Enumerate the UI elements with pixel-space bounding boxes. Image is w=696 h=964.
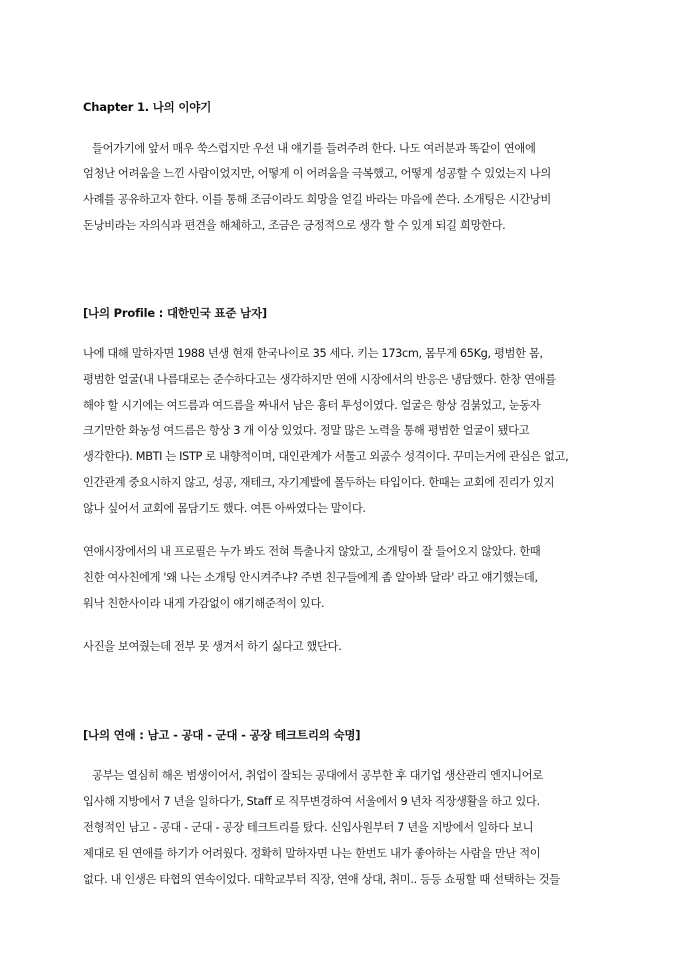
text-line: 돈낭비라는 자의식과 편견을 해체하고, 조금은 긍정적으로 생각 할 수 있게 되길 희망한다. [83, 219, 506, 232]
text-line: 공부는 열심히 해온 범생이어서, 취업이 잘되는 공대에서 공부한 후 대기업 생산관리 엔지니어로 [92, 769, 543, 782]
text-line: 전형적인 남고 - 공대 - 군대 - 공장 테크트리를 탔다. 신입사원부터 7 년을 지방에서 일하다 보니 [83, 821, 534, 834]
text-line: 워낙 친한사이라 내게 가감없이 얘기해준적이 있다. [83, 597, 325, 610]
text-line: 생각한다). MBTI 는 ISTP 로 내향적이며, 대인관계가 서툴고 외곬수 성격이다. 꾸미는거에 관심은 없고, [83, 450, 569, 463]
chapter-title: Chapter 1. 나의 이야기 [83, 100, 212, 114]
text-line: 연애시장에서의 내 프로필은 누가 봐도 전혀 특출나지 않았고, 소개팅이 잘 들어오지 않았다. 한때 [83, 545, 541, 558]
text-line: 해야 할 시기에는 여드름과 여드름을 짜내서 남은 흉터 투성이였다. 얼굴은 항상 검붉었고, 눈동자 [83, 399, 541, 412]
text-line: 평범한 얼굴(내 나름대로는 준수하다고는 생각하지만 연애 시장에서의 반응은 냉담했다. 한창 연애를 [83, 373, 556, 386]
text-line: 입사해 지방에서 7 년을 일하다가, Staff 로 직무변경하여 서울에서 9 년차 직장생활을 하고 있다. [83, 795, 540, 808]
text-line: 인간관계 중요시하지 않고, 성공, 재테크, 자기계발에 몰두하는 타입이다. 한때는 교회에 진리가 있지 [83, 476, 555, 489]
section-title-dating: [나의 연애 : 남고 - 공대 - 군대 - 공장 테크트리의 숙명] [83, 728, 361, 742]
text-line: 않나 싶어서 교회에 몸담기도 했다. 여튼 아싸였다는 말이다. [83, 502, 366, 515]
text-line: 사례를 공유하고자 한다. 이를 통해 조금이라도 희망을 얻길 바라는 마음에 쓴다. 소개팅은 시간낭비 [83, 193, 551, 206]
text-line: 크기만한 화농성 여드름은 항상 3 개 이상 있었다. 정말 많은 노력을 통해 평범한 얼굴이 됐다고 [83, 424, 530, 437]
text-line: 엄청난 어려움을 느낀 사람이었지만, 어떻게 이 어려움을 극복했고, 어떻게 성공할 수 있었는지 나의 [83, 167, 551, 180]
text-line: 없다. 내 인생은 타협의 연속이었다. 대학교부터 직장, 연애 상대, 취미.. 등등 쇼핑할 때 선택하는 것들 [83, 873, 560, 886]
section-title-profile: [나의 Profile : 대한민국 표준 남자] [83, 306, 267, 320]
text-line: 사진을 보여줬는데 전부 못 생겨서 하기 싫다고 했단다. [83, 640, 342, 653]
text-line: 들어가기에 앞서 매우 쑥스럽지만 우선 내 얘기를 들려주려 한다. 나도 여러분과 똑같이 연애에 [92, 142, 536, 155]
text-line: 제대로 된 연애를 하기가 어려웠다. 정확히 말하자면 나는 한번도 내가 좋아하는 사람을 만난 적이 [83, 847, 541, 860]
text-line: 나에 대해 말하자면 1988 년생 현재 한국나이로 35 세다. 키는 173cm, 몸무게 65Kg, 평범한 몸, [83, 347, 543, 360]
text-line: 친한 여사친에게 '왜 나는 소개팅 안시켜주냐? 주변 친구들에게 좀 알아봐 달라' 라고 얘기했는데, [83, 571, 538, 584]
